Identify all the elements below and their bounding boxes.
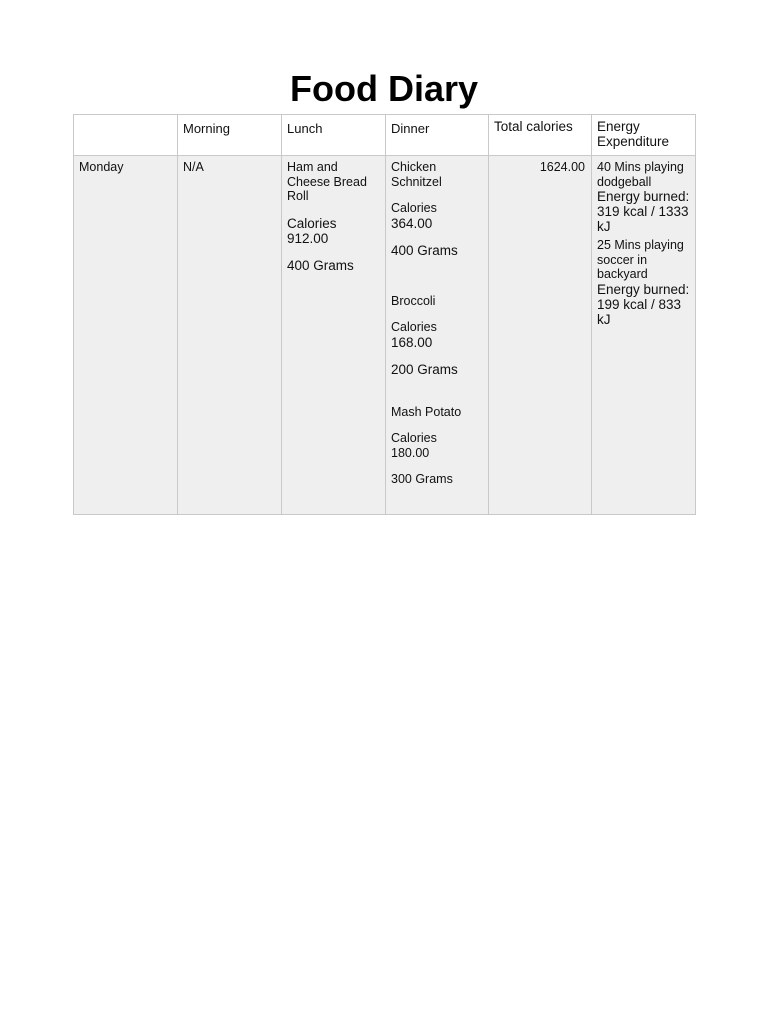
lunch-grams: 400 Grams [287,257,354,273]
energy-activity: 40 Mins playing dodgeball [597,160,684,189]
header-cell-lunch [282,115,386,156]
dinner-grams: 400 Grams [391,242,458,258]
total-calories-cell [489,156,592,515]
dinner-calories-label: Calories [391,201,437,215]
lunch-calories: 912.00 [287,230,329,246]
energy-burned-value: 199 kcal / 833 kJ [597,296,682,327]
energy-burned-value: 319 kcal / 1333 kJ [597,204,689,234]
energy-activity: 25 Mins playing soccer in backyard [597,238,684,281]
lunch-cell [282,156,386,515]
dinner-grams: 300 Grams [391,472,453,486]
header-energy-expenditure: Energy Expenditure [597,119,670,149]
header-cell-energy-expenditure [592,115,696,156]
dinner-calories-label: Calories [391,320,437,334]
page-title: Food Diary [289,68,478,109]
energy-cell [592,156,696,515]
header-dinner: Dinner [391,121,430,136]
header-cell-total-calories [489,115,592,156]
day-label: Monday [79,160,124,174]
energy-burned-label: Energy burned: [597,281,690,297]
dinner-calories: 364.00 [391,215,433,231]
dinner-item: Chicken Schnitzel [391,160,442,189]
dinner-item: Broccoli [391,293,436,308]
dinner-cell [386,156,489,515]
dinner-calories: 168.00 [391,334,433,350]
header-cell-morning [178,115,282,156]
dinner-grams: 200 Grams [391,361,458,377]
lunch-item: Ham and Cheese Bread Roll [287,160,367,203]
header-lunch: Lunch [287,121,323,136]
energy-burned-label: Energy burned: [597,189,690,204]
dinner-calories: 180.00 [391,445,430,460]
dinner-calories-label: Calories [391,431,437,445]
lunch-calories-label: Calories [287,215,337,231]
table-row [74,156,696,515]
day-cell [74,156,178,515]
morning-cell [178,156,282,515]
total-calories-value: 1624.00 [539,160,585,174]
header-row [74,115,696,156]
header-cell-empty [74,115,178,156]
morning-value: N/A [183,160,204,174]
header-total-calories: Total calories [494,119,573,134]
header-morning: Morning [183,121,230,136]
header-cell-dinner [386,115,489,156]
food-diary-table [73,114,696,515]
dinner-item: Mash Potato [391,404,462,419]
